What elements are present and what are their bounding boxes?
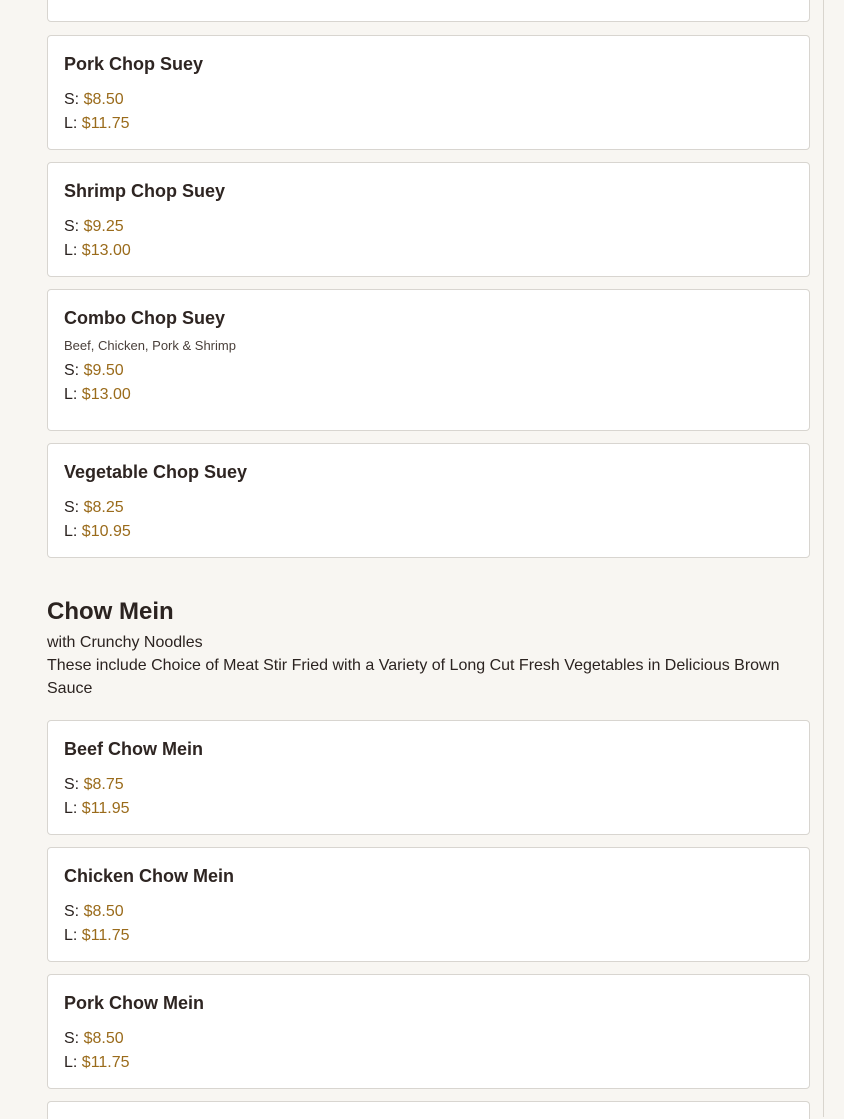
small-price-line [64,900,793,924]
menu-item-card[interactable] [47,974,810,1089]
size-label: L: [64,927,78,944]
large-price-line [64,112,793,136]
large-price: $11.75 [81,1054,130,1071]
menu-item-card[interactable] [47,443,810,558]
size-label: S: [64,362,80,379]
size-label: S: [64,903,80,920]
menu-item-name: Pork Chop Suey [64,54,204,74]
small-price-line [64,359,793,383]
menu-item-name: Pork Chow Mein [64,993,205,1013]
page-divider [823,0,824,1117]
large-price-line [64,383,793,407]
large-price-line [64,924,793,948]
price-list [64,900,793,948]
section-description: These include Choice of Meat Stir Fried with a Variety of Long Cut Fresh Vegetables in Delicious Brown Sauce [47,657,780,697]
menu-item-name: Combo Chop Suey [64,308,225,328]
size-label: L: [64,115,78,132]
menu-item-name: Shrimp Chop Suey [64,181,226,201]
small-price: $8.50 [83,1030,124,1047]
size-label: L: [64,1054,78,1071]
price-list [64,1027,793,1075]
large-price-line [64,520,793,544]
large-price-line [64,797,793,821]
size-label: L: [64,386,78,403]
small-price: $8.75 [83,776,124,793]
large-price-line [64,1051,793,1075]
size-label: L: [64,242,78,259]
small-price: $9.25 [83,218,124,235]
large-price: $10.95 [81,523,131,540]
size-label: L: [64,800,78,817]
large-price: $11.95 [81,800,130,817]
menu-item-card[interactable] [47,1101,810,1119]
large-price: $13.00 [81,242,131,259]
section-subtitle: with Crunchy Noodles [47,634,203,651]
menu-item-card[interactable] [47,35,810,150]
large-price: $11.75 [81,927,130,944]
large-price: $11.75 [81,115,130,132]
large-price-line [64,239,793,263]
menu-item-description: Beef, Chicken, Pork & Shrimp [64,338,236,353]
price-list [64,773,793,821]
small-price-line [64,88,793,112]
section-header [47,597,810,700]
price-list [64,215,793,263]
price-list [64,359,793,407]
menu-item-name: Beef Chow Mein [64,739,204,759]
small-price-line [64,215,793,239]
menu-item-card[interactable] [47,847,810,962]
small-price-line [64,773,793,797]
small-price: $8.50 [83,903,124,920]
small-price-line [64,1027,793,1051]
menu-item-card[interactable] [47,289,810,431]
size-label: S: [64,499,80,516]
small-price: $9.50 [83,362,124,379]
menu-item-name: Vegetable Chop Suey [64,462,248,482]
section-title: Chow Mein [47,598,174,625]
menu-item-card[interactable] [47,162,810,277]
small-price: $8.50 [83,91,124,108]
size-label: S: [64,1030,80,1047]
size-label: S: [64,776,80,793]
size-label: L: [64,523,78,540]
size-label: S: [64,91,80,108]
price-list [64,496,793,544]
size-label: S: [64,218,80,235]
menu-item-name: Chicken Chow Mein [64,866,235,886]
small-price-line [64,496,793,520]
price-list [64,88,793,136]
small-price: $8.25 [83,499,124,516]
large-price: $13.00 [81,386,131,403]
menu-item-card[interactable] [47,720,810,835]
menu-item-card[interactable] [47,0,810,22]
